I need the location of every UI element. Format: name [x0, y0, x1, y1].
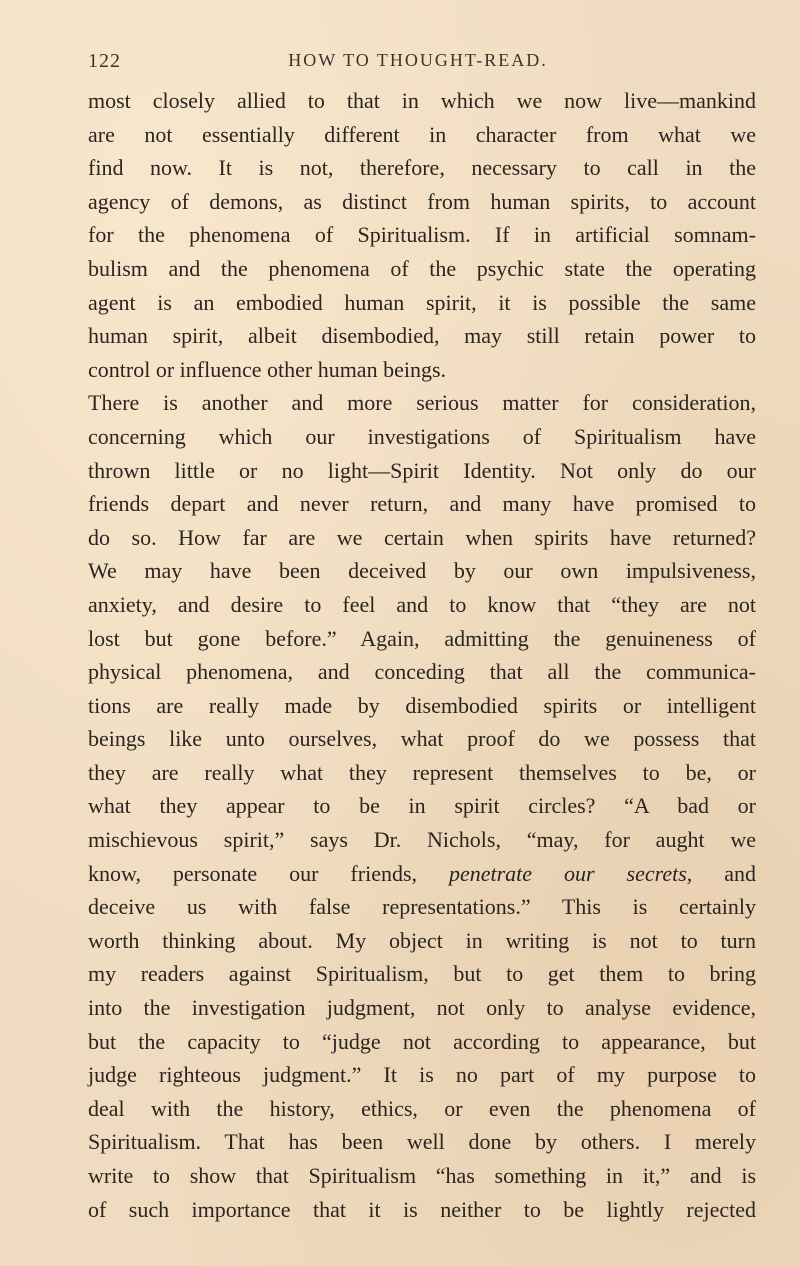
text-line: judge righteous judgment.” It is no part of my purpose to: [88, 1062, 756, 1088]
text-line: thrown little or no light—Spirit Identity. Not only do our: [88, 457, 756, 483]
text-line: most closely allied to that in which we now live—mankind: [88, 88, 756, 113]
text-line: mischievous spirit,” says Dr. Nichols, “may, for aught we: [88, 827, 756, 853]
text-line: agency of demons, as distinct from human spirits, to account: [88, 188, 756, 214]
text-line: do so. How far are we certain when spirits have returned?: [88, 524, 756, 550]
text-line: We may have been deceived by our own impulsiveness,: [88, 558, 756, 584]
text-line: human spirit, albeit disembodied, may still retain power to: [88, 323, 756, 349]
text-line: Spiritualism. That has been well done by others. I merely: [88, 1129, 756, 1155]
text-line: deal with the history, ethics, or even the phenomena of: [88, 1095, 756, 1121]
running-head: [88, 50, 748, 80]
text-line: but the capacity to “judge not according to appearance, but: [88, 1028, 756, 1054]
text-line: my readers against Spiritualism, but to get them to bring: [88, 961, 756, 987]
text-line: they are really what they represent themselves to be, or: [88, 759, 756, 785]
running-title: HOW TO THOUGHT-READ.: [288, 50, 548, 70]
text-line: what they appear to be in spirit circles? “A bad or: [88, 793, 756, 819]
text-line: anxiety, and desire to feel and to know that “they are not: [88, 591, 756, 617]
text-line: for the phenomena of Spiritualism. If in artificial somnam-: [88, 222, 756, 248]
text-line: lost but gone before.” Again, admitting the genuineness of: [88, 625, 756, 651]
text-segment: and: [692, 860, 757, 886]
text-segment: know, personate our friends,: [88, 860, 449, 886]
body-text: [88, 84, 756, 1226]
text-line: write to show that Spiritualism “has something in it,” and is: [88, 1163, 756, 1188]
text-line: concerning which our investigations of Spiritualism have: [88, 423, 756, 449]
text-line: There is another and more serious matter for consideration,: [88, 390, 756, 416]
text-line: tions are really made by disembodied spirits or intelligent: [88, 692, 756, 718]
text-line: control or influence other human beings.: [88, 356, 447, 382]
text-line: beings like unto ourselves, what proof do we possess that: [88, 726, 756, 752]
text-line: are not essentially different in character from what we: [88, 121, 756, 147]
text-line: physical phenomena, and conceding that all the communica-: [88, 659, 756, 685]
text-line: into the investigation judgment, not only to analyse evidence,: [88, 995, 756, 1021]
text-line: of such importance that it is neither to be lightly rejected: [88, 1196, 756, 1222]
text-line: deceive us with false representations.” This is certainly: [88, 894, 756, 920]
page-number: 122: [88, 50, 121, 72]
text-line: worth thinking about. My object in writing is not to turn: [88, 927, 756, 953]
italic-phrase: penetrate our secrets,: [448, 860, 693, 886]
text-line: bulism and the phenomena of the psychic state the operating: [88, 255, 756, 281]
text-line: agent is an embodied human spirit, it is possible the same: [88, 289, 756, 315]
text-line: find now. It is not, therefore, necessary to call in the: [88, 155, 756, 181]
text-line: friends depart and never return, and many have promised to: [88, 491, 756, 517]
text-line-with-italic: [88, 857, 756, 891]
